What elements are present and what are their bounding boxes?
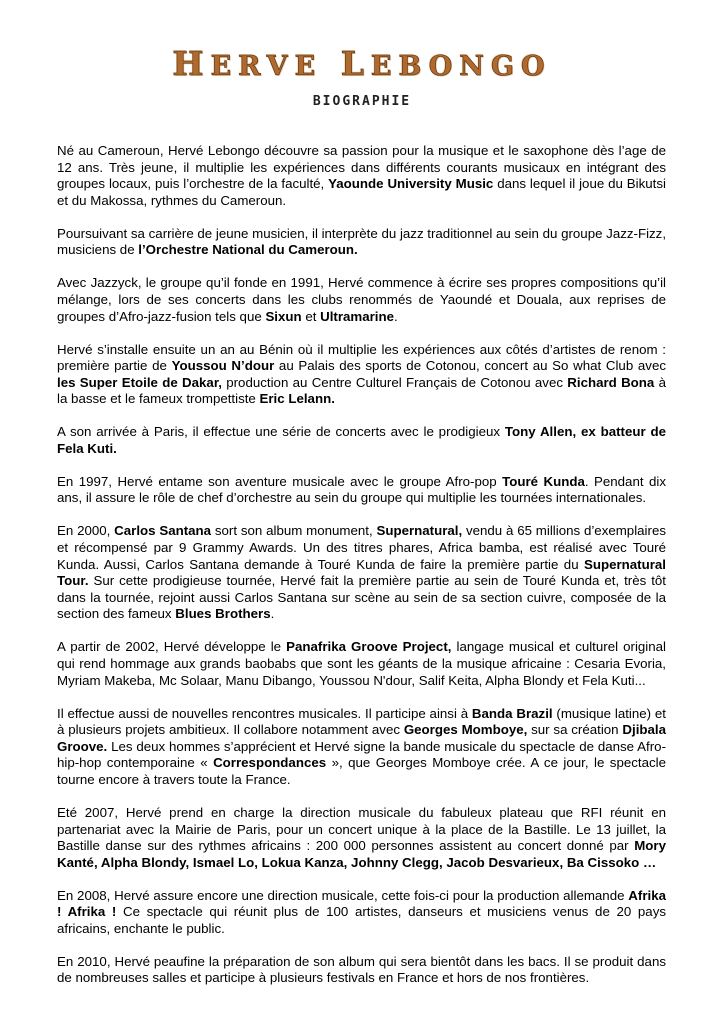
- bold-highlight: Djibala Groove.: [57, 722, 666, 754]
- bold-highlight: Correspondances: [213, 755, 327, 771]
- bold-highlight: Ultramarine: [320, 308, 395, 324]
- bio-paragraph: En 2000, Carlos Santana sort son album monument, Supernatural, vendu à 65 millions d’exemplaires et récompensé par 9 Grammy Awards. Un des titres phares, Africa bamba, est réalisé avec Touré Kunda. Aussi, Carlos Santana demande à Touré Kunda de faire la première partie du Supernatural Tour. Sur cette prodigieuse tournée, Hervé fait la première partie au sein de Touré Kunda et, très tôt dans la tournée, rejoint aussi Carlos Santana sur scène au sein de sa section cuivre, composée de la section des fameux Blues Brothers.: [57, 523, 666, 622]
- bio-paragraph: En 1997, Hervé entame son aventure musicale avec le groupe Afro-pop Touré Kunda. Pendant dix ans, il assure le rôle de chef d’orchestre au sein du groupe qui multiplie les tournées internationales.: [57, 473, 666, 506]
- bold-highlight: Supernatural,: [376, 523, 463, 539]
- bold-highlight: Blues Brothers: [175, 606, 271, 622]
- bio-paragraph: Il effectue aussi de nouvelles rencontres musicales. Il participe ainsi à Banda Brazil (musique latine) et à plusieurs projets ambitieux. Il collabore notamment avec Georges Momboye, sur sa création Djibala Groove. Les deux hommes s’apprécient et Hervé signe la bande musicale du spectacle de danse Afro-hip-hop contemporaine « Correspondances », que Georges Momboye crée. A ce jour, le spectacle tourne encore à travers toute la France.: [57, 705, 666, 787]
- page-title: [0, 44, 724, 83]
- bio-paragraph: A son arrivée à Paris, il effectue une série de concerts avec le prodigieux Tony Allen, ex batteur de Fela Kuti.: [57, 424, 666, 456]
- bio-paragraph: Poursuivant sa carrière de jeune musicien, il interprète du jazz traditionnel au sein du groupe Jazz-Fizz, musiciens de l’Orchestre National du Cameroun.: [57, 225, 667, 258]
- bold-highlight: Youssou N’dour: [171, 358, 275, 374]
- bold-highlight: Panafrika Groove Project,: [286, 639, 452, 655]
- bold-highlight: l’Orchestre National du Cameroun.: [138, 242, 358, 258]
- bold-highlight: Carlos Santana: [114, 523, 212, 539]
- bold-highlight: les Super Etoile de Dakar,: [57, 374, 222, 390]
- bold-highlight: Georges Momboye,: [403, 722, 528, 738]
- bio-paragraph: A partir de 2002, Hervé développe le Panafrika Groove Project, langage musical et culturel original qui rend hommage aux grands baobabs que sont les géants de la musique africaine : Cesaria Evoria, Myriam Makeba, Mc Solaar, Manu Dibango, Youssou N'dour, Salif Keita, Alpha Blondy et Fela Kuti...: [57, 639, 666, 688]
- bio-paragraph: En 2008, Hervé assure encore une direction musicale, cette fois-ci pour la production allemande Afrika ! Afrika ! Ce spectacle qui réunit plus de 100 artistes, danseurs et musiciens venus de 20 pays africains, enchante le public.: [57, 887, 666, 936]
- title-initial-h: H: [172, 44, 211, 83]
- bio-paragraph: Hervé s’installe ensuite un an au Bénin où il multiplie les expériences aux côtés d’artistes de renom : première partie de Youssou N’dour au Palais des sports de Cotonou, concert au So what Club avec les Super Etoile de Dakar, production au Centre Culturel Français de Cotonou avec Richard Bona à la basse et le fameux trompettiste Eric Lelann.: [57, 341, 667, 407]
- bold-highlight: Yaounde University Music: [328, 176, 494, 192]
- bio-paragraph: Avec Jazzyck, le groupe qu’il fonde en 1991, Hervé commence à écrire ses propres compositions qu’il mélange, lors de ses concerts dans les clubs renommés de Yaoundé et Douala, aux reprises de groupes d’Afro-jazz-fusion tels que Sixun et Ultramarine.: [57, 275, 666, 324]
- bold-highlight: Touré Kunda: [502, 473, 585, 489]
- bold-highlight: Tony Allen, ex batteur de Fela Kuti.: [57, 424, 666, 456]
- biography-text: [57, 143, 666, 1003]
- bold-highlight: Eric Lelann.: [259, 391, 335, 407]
- title-word-rest-1: ERVE: [210, 51, 323, 82]
- bio-paragraph: Né au Cameroun, Hervé Lebongo découvre sa passion pour la musique et le saxophone dès l’age de 12 ans. Très jeune, il multiplie les expériences dans différents courants musicaux en intégrant des groupes locaux, puis l’orchestre de la faculté, Yaounde University Music dans lequel il joue du Bikutsi et du Makossa, rythmes du Cameroun.: [57, 143, 666, 208]
- bold-highlight: Richard Bona: [567, 374, 655, 390]
- bold-highlight: Sixun: [265, 308, 302, 324]
- bold-highlight: Banda Brazil: [471, 705, 553, 721]
- page-subtitle: BIOGRAPHIE: [312, 94, 412, 109]
- bio-paragraph: En 2010, Hervé peaufine la préparation de son album qui sera bientôt dans les bacs. Il se produit dans de nombreuses salles et participe à plusieurs festivals en France et hors de nos frontières.: [57, 953, 666, 986]
- bio-paragraph: Eté 2007, Hervé prend en charge la direction musicale du fabuleux plateau que RFI réunit en partenariat avec la Mairie de Paris, pour un concert unique à la place de la Bastille. Le 13 juillet, la Bastille danse sur des rythmes africains : 200 000 personnes assistent au concert donné par Mory Kanté, Alpha Blondy, Ismael Lo, Lokua Kanza, Johnny Clegg, Jacob Desvarieux, Ba Cissoko …: [57, 804, 666, 870]
- title-initial-l: L: [340, 44, 371, 83]
- bold-highlight: Afrika ! Afrika !: [57, 887, 666, 920]
- bold-highlight: Mory Kanté, Alpha Blondy, Ismael Lo, Lokua Kanza, Johnny Clegg, Jacob Desvarieux, Ba Cissoko …: [57, 838, 666, 870]
- title-word-rest-2: EBONGO: [370, 51, 552, 82]
- bold-highlight: Supernatural Tour.: [57, 556, 666, 589]
